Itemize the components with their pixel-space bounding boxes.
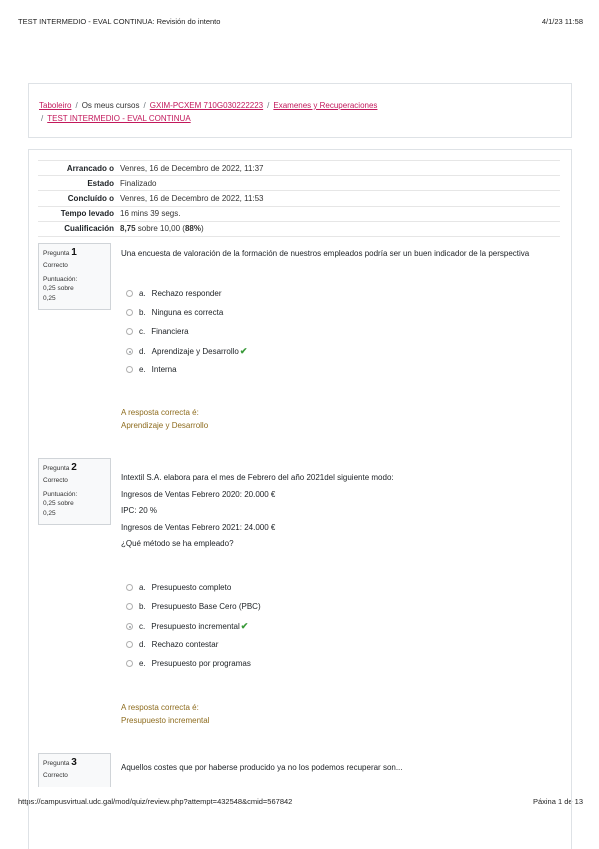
breadcrumb-my-courses: Os meus cursos xyxy=(81,101,140,110)
option-letter: a. xyxy=(139,583,146,592)
question-text-2 xyxy=(121,470,551,553)
radio-button[interactable] xyxy=(126,660,133,667)
option-letter: c. xyxy=(139,622,146,631)
option-label: Presupuesto por programas xyxy=(151,659,251,668)
radio-button[interactable] xyxy=(126,603,133,610)
answer-option[interactable] xyxy=(126,659,251,668)
summary-row-completed xyxy=(38,190,560,205)
option-letter: e. xyxy=(139,365,146,374)
question-label: Pregunta xyxy=(43,760,70,767)
radio-button[interactable] xyxy=(126,309,133,316)
summary-value: Venres, 16 de Decembro de 2022, 11:37 xyxy=(120,163,264,173)
points-label: Puntuación: xyxy=(43,491,78,498)
question-text-1 xyxy=(121,248,551,261)
radio-button[interactable] xyxy=(126,641,133,648)
summary-label: Estado xyxy=(87,178,114,188)
radio-button-selected[interactable] xyxy=(126,348,133,355)
option-label: Rechazo responder xyxy=(151,289,222,298)
attempt-summary-table xyxy=(38,160,560,237)
breadcrumb-separator: / xyxy=(267,101,270,110)
breadcrumb-separator: / xyxy=(143,101,146,110)
correct-answer-feedback xyxy=(121,702,210,727)
question-text-line: ¿Qué método se ha empleado? xyxy=(121,539,234,549)
question-info-1 xyxy=(38,243,111,310)
question-text-line: Aquellos costes que por haberse producido ya no los podemos recuperar son... xyxy=(121,763,403,772)
summary-row-state xyxy=(38,175,560,190)
breadcrumb xyxy=(28,83,572,138)
answer-option[interactable] xyxy=(126,602,261,611)
radio-button[interactable] xyxy=(126,290,133,297)
print-datetime: 4/1/23 11:58 xyxy=(541,17,583,26)
breadcrumb-quiz-link[interactable]: TEST INTERMEDIO - EVAL CONTINUA xyxy=(47,114,191,123)
summary-label: Arrancado o xyxy=(66,163,114,173)
question-info-3 xyxy=(38,753,111,787)
answer-option[interactable] xyxy=(126,640,218,649)
check-icon: ✔ xyxy=(240,621,249,631)
option-letter: b. xyxy=(139,602,146,611)
answer-option[interactable] xyxy=(126,583,231,592)
radio-button[interactable] xyxy=(126,584,133,591)
answer-option-selected[interactable] xyxy=(126,346,247,357)
option-label: Aprendizaje y Desarrollo xyxy=(151,347,239,356)
points-max: 0,25 xyxy=(43,509,56,517)
question-text-line: IPC: 20 % xyxy=(121,506,158,516)
question-text-line: Ingresos de Ventas Febrero 2020: 20.000 € xyxy=(121,489,276,499)
question-text-line: Ingresos de Ventas Febrero 2021: 24.000 € xyxy=(121,522,276,532)
answer-option-selected[interactable] xyxy=(126,621,248,632)
correct-answer-label: A resposta correcta é: xyxy=(121,408,199,417)
print-title: TEST INTERMEDIO - EVAL CONTINUA: Revisión do intento xyxy=(18,17,221,26)
correct-answer-feedback xyxy=(121,407,208,432)
option-letter: e. xyxy=(139,659,146,668)
points-value: 0,25 sobre xyxy=(43,285,74,293)
breadcrumb-separator: / xyxy=(41,114,44,123)
option-label: Interna xyxy=(151,365,177,374)
option-letter: d. xyxy=(139,640,146,649)
grade-score: 8,75 xyxy=(120,224,136,234)
question-text-3 xyxy=(121,762,551,775)
summary-label: Cualificación xyxy=(64,224,114,234)
answer-option[interactable] xyxy=(126,365,177,374)
radio-button[interactable] xyxy=(126,366,133,373)
question-number: 3 xyxy=(71,757,77,768)
summary-row-grade xyxy=(38,221,560,237)
points-value: 0,25 sobre xyxy=(43,500,74,508)
breadcrumb-section-link[interactable]: Examenes y Recuperaciones xyxy=(273,101,378,110)
answer-option[interactable] xyxy=(126,327,189,336)
check-icon: ✔ xyxy=(239,346,248,356)
answer-option[interactable] xyxy=(126,308,223,317)
breadcrumb-separator: / xyxy=(75,101,78,110)
question-label: Pregunta xyxy=(43,465,70,472)
points-label: Puntuación: xyxy=(43,276,78,283)
question-info-2 xyxy=(38,458,111,525)
option-letter: c. xyxy=(139,327,146,336)
summary-label: Concluído o xyxy=(67,193,114,203)
question-number: 2 xyxy=(71,462,77,473)
radio-button-selected[interactable] xyxy=(126,623,133,630)
grade-percentage: 88% xyxy=(184,224,201,234)
option-label: Rechazo contestar xyxy=(151,640,219,649)
grade-close-paren: ) xyxy=(200,224,204,234)
option-label: Presupuesto Base Cero (PBC) xyxy=(151,602,261,611)
option-letter: b. xyxy=(139,308,146,317)
correct-answer-text: Presupuesto incremental xyxy=(121,715,210,725)
points-max: 0,25 xyxy=(43,294,56,302)
option-label: Presupuesto completo xyxy=(151,583,232,592)
radio-button[interactable] xyxy=(126,328,133,335)
grade-value xyxy=(120,224,204,233)
grade-out-of: sobre 10,00 ( xyxy=(135,224,185,234)
option-letter: a. xyxy=(139,289,146,298)
question-state: Correcto xyxy=(43,772,68,779)
summary-label: Tempo levado xyxy=(60,209,114,219)
question-state: Correcto xyxy=(43,477,68,484)
breadcrumb-dashboard-link[interactable]: Taboleiro xyxy=(39,101,72,110)
option-label: Presupuesto incremental xyxy=(151,622,240,631)
summary-row-time-taken xyxy=(38,206,560,221)
breadcrumb-course-link[interactable]: GXIM-PCXEM 710G030222223 xyxy=(149,101,264,110)
print-page-number: Páxina 1 de 13 xyxy=(532,797,583,806)
summary-value: Venres, 16 de Decembro de 2022, 11:53 xyxy=(120,193,264,203)
question-text-line: Una encuesta de valoración de la formación de nuestros empleados podría ser un buen indicador de la perspectiva xyxy=(121,249,530,258)
correct-answer-label: A resposta correcta é: xyxy=(121,703,199,712)
summary-value: Finalizado xyxy=(120,178,157,188)
option-label: Ninguna es correcta xyxy=(151,308,224,317)
summary-value: 16 mins 39 segs. xyxy=(120,209,181,219)
question-label: Pregunta xyxy=(43,250,70,257)
question-state: Correcto xyxy=(43,262,68,269)
option-letter: d. xyxy=(139,347,146,356)
print-url: https://campusvirtual.udc.gal/mod/quiz/review.php?attempt=432548&cmid=567842 xyxy=(18,797,293,806)
question-number: 1 xyxy=(71,247,77,258)
summary-row-started xyxy=(38,160,560,175)
question-text-line: Intextil S.A. elabora para el mes de Febrero del año 2021del siguiente modo: xyxy=(121,473,394,482)
option-label: Financiera xyxy=(151,327,189,336)
answer-option[interactable] xyxy=(126,289,222,298)
correct-answer-text: Aprendizaje y Desarrollo xyxy=(121,420,209,430)
